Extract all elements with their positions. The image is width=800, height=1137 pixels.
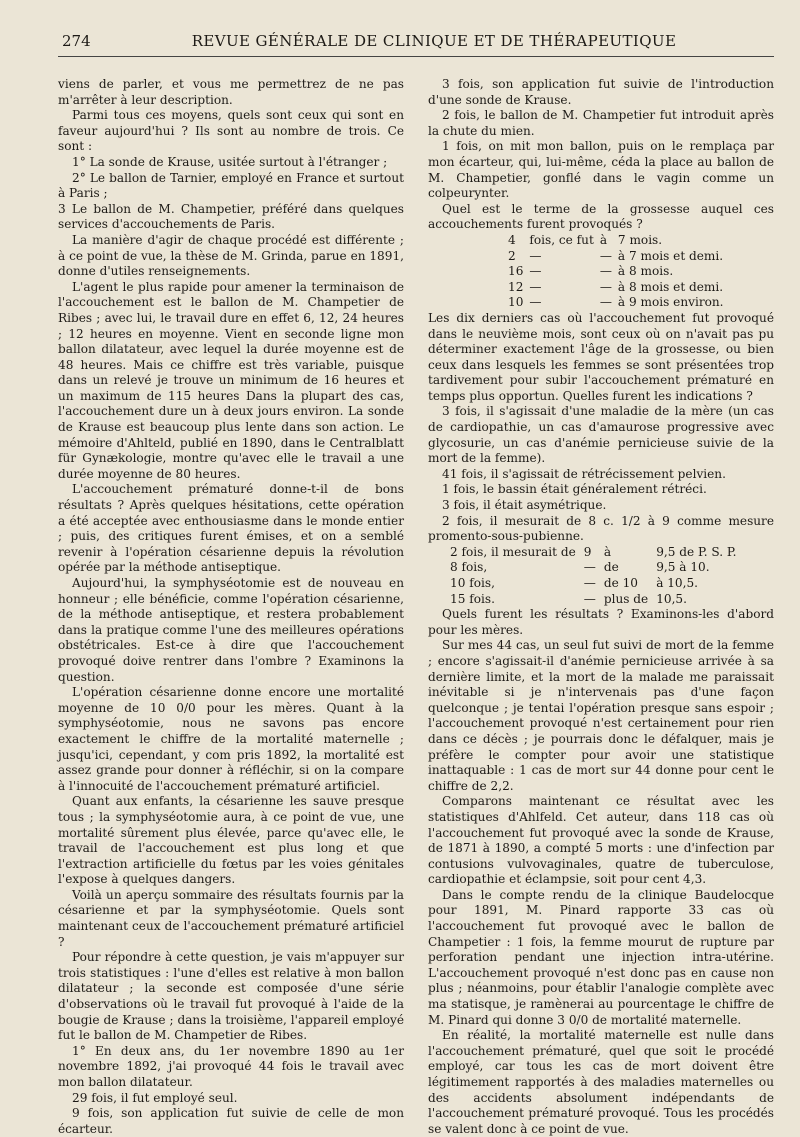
table-cell: à	[603, 544, 612, 559]
paragraph: Dans le compte rendu de la clinique Baudelocque pour 1891, M. Pinard rapporte 33 cas où l'accouchement fut provoqué avec le ballon de Champetier : 1 fois, la femme mourut de rupture par perforation pendant une injection intra-utérine. L'accouchement provoqué n'est donc pas en cause non plus ; néanmoins, pour établir l'analogie complète avec ma statisque, je ramènerai au pourcentage le chiffre de M. Pinard qui donne 3 0/0 de mortalité maternelle.	[428, 887, 774, 1027]
table-cell: à 9 mois environ.	[617, 295, 724, 310]
table-cell: 9	[583, 544, 592, 559]
table-cell: 16	[508, 264, 524, 279]
paragraph: L'accouchement prématuré donne-t-il de bons résultats ? Après quelques hésitations, cette opération a été acceptée avec enthousiasme dans le monde entier ; puis, des critiques furent émises, et on a semblé revenir à l'opération césarienne depuis la révolution opérée par la méthode antiseptique.	[58, 482, 404, 575]
table-cell: 9,5 à 10.	[656, 560, 710, 575]
table-cell: à 8 mois et demi.	[617, 279, 724, 294]
paragraph: Quels furent les résultats ? Examinons-les d'abord pour les mères.	[428, 607, 774, 637]
paragraph: 2 fois, il mesurait de 8 c. 1/2 à 9 comme mesure promento-sous-pubienne.	[428, 513, 774, 544]
table-row	[508, 280, 730, 296]
paragraph: 2 fois, le ballon de M. Champetier fut introduit après la chute du mien.	[428, 108, 774, 138]
paragraph: Aujourd'hui, la symphyséotomie est de nouveau en honneur ; elle bénéficie, comme l'opération césarienne, de la méthode antiseptique, et restera probablement dans la pratique comme l'une des meilleures opérations obstétricales. Est-ce à dire que l'accouchement provoqué doive rentrer dans l'ombre ? Examinons la question.	[58, 576, 404, 684]
table-cell: 10	[508, 295, 524, 310]
table-cell: —	[599, 279, 612, 294]
table-cell: —	[529, 295, 542, 310]
paragraph: Comparons maintenant ce résultat avec les statistiques d'Ahlfeld. Cet auteur, dans 118 cas où l'accouchement fut provoqué avec la sonde de Krause, de 1871 à 1890, a compté 5 morts : une d'infection par contusions vulvovaginales, quatre de tuberculose, cardiopathie et éclampsie, soit pour cent 4,3.	[428, 794, 774, 887]
table-cell: à 7 mois et demi.	[617, 248, 724, 263]
paragraph: Sur mes 44 cas, un seul fut suivi de mort de la femme ; encore s'agissait-il d'anémie pernicieuse arrivée à sa dernière limite, et la mort de la malade me paraissait inévitable si je n'intervenais pas d'une façon quelconque ; je tentai l'opération presque sans espoir ; l'accouchement provoqué n'est certainement pour rien dans ce décès ; je pourrais donc le défalquer, mais je préfère le compter pour avoir une statistique inattaquable : 1 cas de mort sur 44 donne pour cent le chiffre de 2,2.	[428, 638, 774, 793]
table-cell: plus de	[603, 591, 649, 606]
paragraph: La manière d'agir de chaque procédé est différente ; à ce point de vue, la thèse de M. Grinda, parue en 1891, donne d'utiles renseignements.	[58, 232, 404, 279]
paragraph: 3 fois, son application fut suivie de l'introduction d'une sonde de Krause.	[428, 77, 774, 107]
table-cell: fois, ce fut	[529, 232, 594, 247]
table-cell: —	[599, 295, 612, 310]
text-columns	[58, 77, 774, 1137]
table-cell: 2	[508, 248, 516, 263]
table-cell: de	[603, 560, 619, 575]
paragraph: viens de parler, et vous me permettrez de ne pas m'arrêter à leur description.	[58, 77, 404, 107]
measure-table	[450, 545, 744, 607]
table-cell: 10 fois,	[450, 576, 495, 590]
paragraph: 1 fois, le bassin était généralement rétréci.	[442, 482, 707, 497]
table-row	[450, 560, 744, 576]
table-cell: 8 fois,	[450, 560, 488, 575]
right-column	[428, 77, 774, 1137]
paragraph: 9 fois, son application fut suivie de celle de mon écarteur.	[58, 1106, 404, 1136]
paragraph: 2° Le ballon de Tarnier, employé en France et surtout à Paris ;	[58, 170, 404, 201]
paragraph: 29 fois, il fut employé seul.	[72, 1090, 238, 1105]
paragraph: 3 fois, il s'agissait d'une maladie de la mère (un cas de cardiopathie, un cas d'amaurose progressive avec glycosurie, un cas d'anémie pernicieuse suivie de la mort de la femme).	[428, 404, 774, 466]
table-row	[450, 545, 744, 561]
table-row	[508, 295, 730, 311]
table-row	[508, 264, 730, 280]
table-cell: à 8 mois.	[617, 264, 674, 279]
page-header	[58, 26, 774, 57]
table-cell: à	[599, 232, 608, 247]
table-row	[450, 576, 744, 592]
paragraph: 1° La sonde de Krause, usitée surtout à l'étranger ;	[72, 154, 388, 169]
term-table	[508, 233, 730, 311]
table-cell: 12	[508, 279, 524, 294]
left-column	[58, 77, 404, 1137]
table-row	[508, 249, 730, 265]
table-cell: —	[529, 279, 542, 294]
paragraph: 3 fois, il était asymétrique.	[442, 498, 607, 513]
table-cell: —	[583, 576, 596, 590]
paragraph: Les dix derniers cas où l'accouchement fut provoqué dans le neuvième mois, sont ceux où on n'avait pas pu déterminer exactement l'âge de la grossesse, ou bien ceux dans lesquels les femmes se sont présentées trop tardivement pour subir l'accouchement prématuré en temps plus opportun. Quelles furent les indications ?	[428, 310, 774, 403]
table-cell: à 10,5.	[656, 576, 699, 590]
paragraph: Voilà un aperçu sommaire des résultats fournis par la césarienne et par la symphyséotomie. Quels sont maintenant ceux de l'accouchement prématuré artificiel ?	[58, 887, 404, 949]
table-cell: —	[583, 560, 596, 575]
paragraph: En réalité, la mortalité maternelle est nulle dans l'accouchement prématuré, quel que soit le procédé employé, car tous les cas de mort doivent être légitimement rapportés à des maladies maternelles ou des accidents absolument indépendants de l'accouchement prématuré provoqué. Tous les procédés se valent donc à ce point de vue.	[428, 1028, 774, 1136]
table-cell: —	[529, 264, 542, 279]
paragraph: 1 fois, on mit mon ballon, puis on le remplaça par mon écarteur, qui, lui-même, céda la place au ballon de M. Champetier, gonflé dans le vagin comme un colpeurynter.	[428, 139, 774, 201]
table-cell: de 10	[603, 576, 638, 590]
table-cell: 15 fois.	[450, 591, 495, 606]
table-row	[450, 592, 744, 608]
table-cell: —	[529, 248, 542, 263]
table-cell: 7 mois.	[617, 232, 663, 247]
table-cell: 2 fois, il mesurait de	[450, 544, 576, 559]
paragraph: L'agent le plus rapide pour amener la terminaison de l'accouchement est le ballon de M. Champetier de Ribes ; avec lui, le travail dure en effet 6, 12, 24 heures ; 12 heures en moyenne. Vient en seconde ligne mon ballon dilatateur, avec lequel la durée moyenne est de 48 heures. Mais ce chiffre est très variable, puisque dans un relevé je trouve un minimum de 16 heures et un maximum de 115 heures Dans la plupart des cas, l'accouchement dure un à deux jours environ. La sonde de Krause est beaucoup plus lente dans son action. Le mémoire d'Ahlteld, publié en 1890, dans le Centralblatt für Gynækologie, montre qu'avec elle le travail a une durée moyenne de 80 heures.	[58, 279, 404, 481]
table-cell: —	[583, 591, 596, 606]
paragraph: Parmi tous ces moyens, quels sont ceux qui sont en faveur aujourd'hui ? Ils sont au nombre de trois. Ce sont :	[58, 108, 404, 154]
table-row	[508, 233, 730, 249]
running-title: REVUE GÉNÉRALE DE CLINIQUE ET DE THÉRAPEUTIQUE	[191, 32, 677, 50]
table-cell: —	[599, 248, 612, 263]
paragraph: Quant aux enfants, la césarienne les sauve presque tous ; la symphyséotomie aura, à ce point de vue, une mortalité sûrement plus élevée, parce qu'avec elle, le travail de l'accouchement est plus long et que l'extraction artificielle du fœtus par les voies génitales l'expose à quelques dangers.	[58, 794, 404, 887]
table-cell: 4	[508, 232, 516, 247]
table-cell: 9,5 de P. S. P.	[656, 544, 737, 559]
paragraph: 41 fois, il s'agissait de rétrécissement pelvien.	[442, 466, 726, 481]
paragraph: 3 Le ballon de M. Champetier, préféré dans quelques services d'accouchements de Paris.	[58, 201, 404, 232]
paragraph: Pour répondre à cette question, je vais m'appuyer sur trois statistiques : l'une d'elles est relative à mon ballon dilatateur ; la seconde est composée d'une série d'observations où le travail fut provoqué à l'aide de la bougie de Krause ; dans la troisième, l'appareil employé fut le ballon de M. Champetier de Ribes.	[58, 950, 404, 1043]
table-cell: —	[599, 264, 612, 279]
paragraph: Quel est le terme de la grossesse auquel ces accouchements furent provoqués ?	[428, 201, 774, 232]
page-number: 274	[62, 32, 91, 50]
paragraph: L'opération césarienne donne encore une mortalité moyenne de 10 0/0 pour les mères. Quant à la symphyséotomie, nous ne savons pas encore exactement le chiffre de la mortalité maternelle ; jusqu'ici, cependant, y com pris 1892, la mortalité est assez grande pour donner à réfléchir, si on la compare à l'innocuité de l'accouchement prématuré artificiel.	[58, 685, 404, 793]
paragraph: 1° En deux ans, du 1er novembre 1890 au 1er novembre 1892, j'ai provoqué 44 fois le travail avec mon ballon dilatateur.	[58, 1043, 404, 1089]
table-cell: 10,5.	[656, 591, 687, 606]
